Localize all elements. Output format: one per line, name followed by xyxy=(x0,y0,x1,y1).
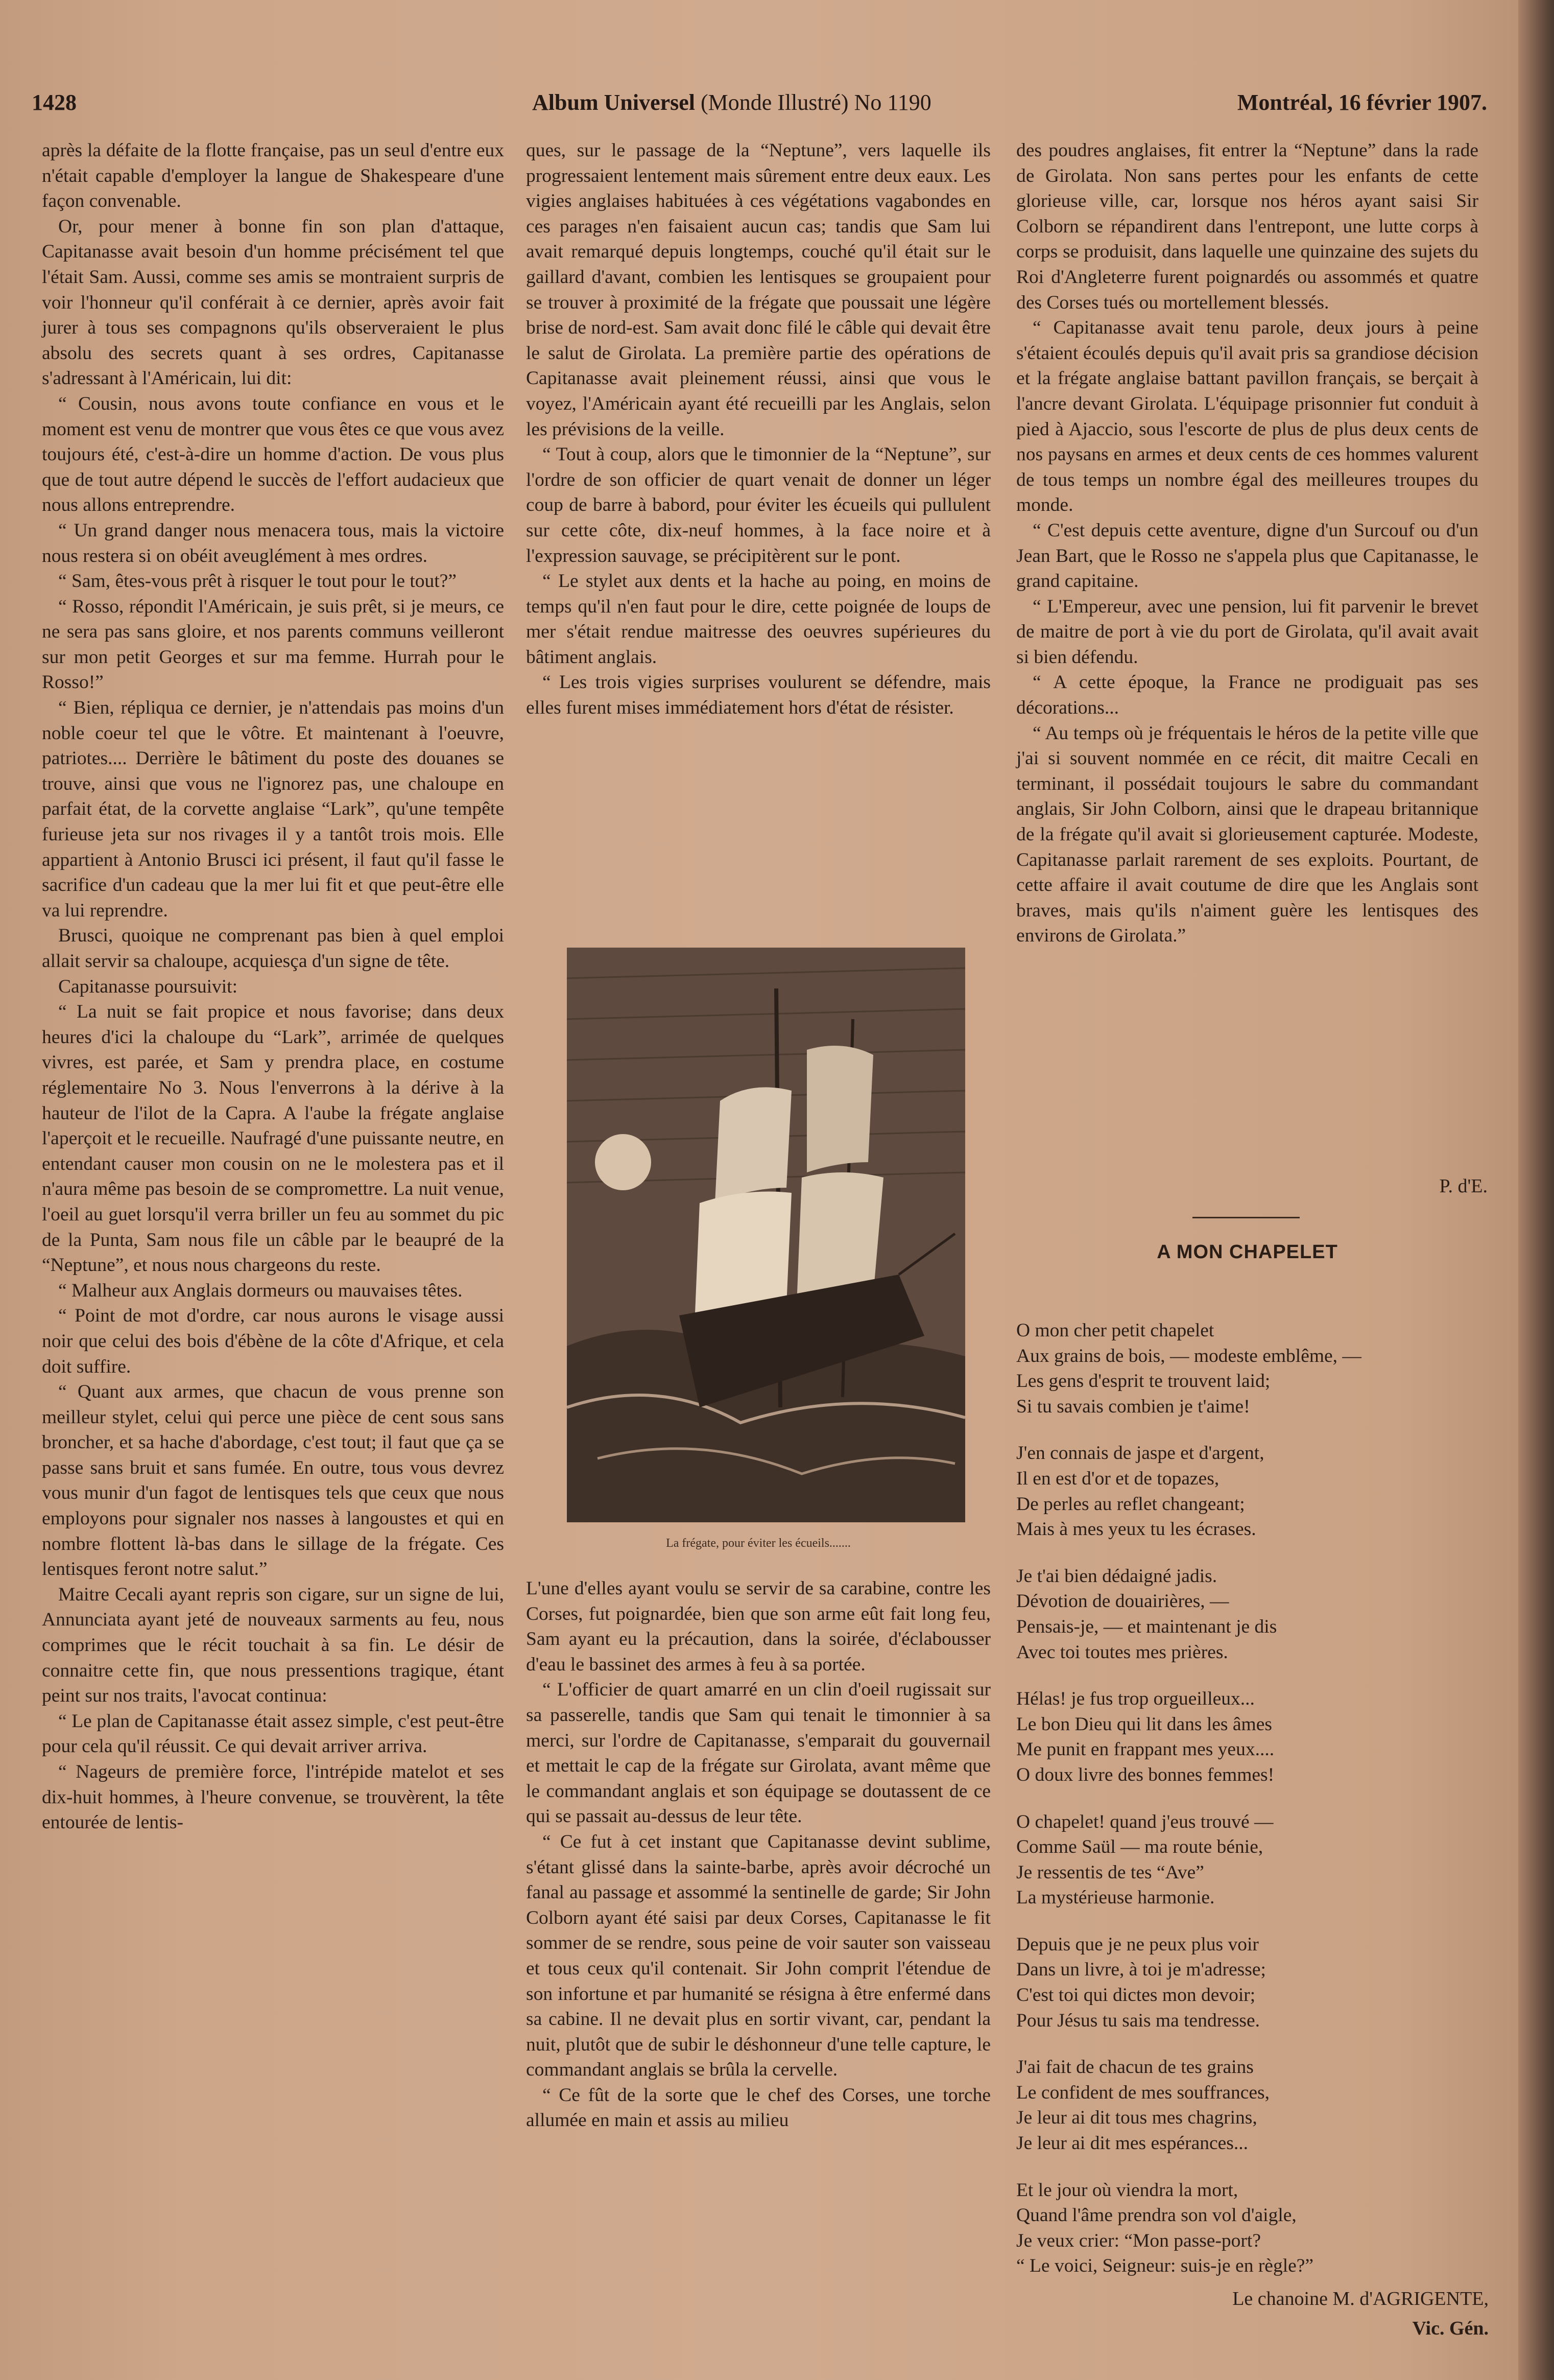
poem-line: De perles au reflet changeant; xyxy=(1016,1493,1245,1515)
article-column-3 xyxy=(1016,138,1478,949)
article-column-1 xyxy=(42,138,504,1835)
poem-line: Avec toi toutes mes prières. xyxy=(1016,1641,1228,1663)
ship-engraving-illustration xyxy=(567,948,965,1522)
sail-fore-upper xyxy=(807,1046,873,1172)
article-column-2-continued xyxy=(526,1576,991,2133)
poem-author: Le chanoine M. d'AGRIGENTE, xyxy=(1232,2288,1489,2310)
paragraph: “ Au temps où je fréquentais le héros de la petite ville que j'ai si souvent nommée en ce récit, dit maitre Cecali en terminant, il possédait toujours le sabre du commandant anglais, Sir John Colborn, ainsi que le drapeau britannique de la frégate qu'il avait si glorieusement capturée. Modeste, Capitanasse parlait rarement de ses exploits. Pourtant, de cette affaire il avait coutume de dire que les Anglais sont braves, mais qu'ils n'aiment guère les lentisques des environs de Girolata.” xyxy=(1016,722,1478,947)
poem-line: C'est toi qui dictes mon devoir; xyxy=(1016,1985,1256,2006)
paragraph: Or, pour mener à bonne fin son plan d'attaque, Capitanasse avait besoin d'un homme précisément tel que l'était Sam. Aussi, comme ses amis se montraient surpris de voir l'honneur qu'il conférait à ce dernier, après avoir fait jurer à tous ses compagnons qu'ils observeraient le plus absolu des secrets quant à ses ordres, Capitanasse s'adressant à l'Américain, lui dit: xyxy=(42,216,504,389)
paragraph: “ Ce fût de la sorte que le chef des Corses, une torche allumée en main et assis au milieu xyxy=(526,2084,991,2131)
poem-stanza xyxy=(1016,1441,1478,1542)
issue-date: Montréal, 16 février 1907. xyxy=(1237,90,1487,115)
poem-line: Depuis que je ne peux plus voir xyxy=(1016,1934,1259,1955)
paragraph: “ Cousin, nous avons toute confiance en vous et le moment est venu de montrer que vous êtes ce que vous avez toujours été, c'est-à-dire un homme d'action. De vous plus que de tout autre dépend le succès de l'effort audacieux que nous allons entreprendre. xyxy=(42,393,504,516)
page-number: 1428 xyxy=(32,90,77,115)
poem-line: Pour Jésus tu sais ma tendresse. xyxy=(1016,2010,1260,2031)
poem-line: O doux livre des bonnes femmes! xyxy=(1016,1764,1275,1785)
article-signature: P. d'E. xyxy=(1439,1175,1488,1197)
paragraph: “ Un grand danger nous menacera tous, mais la victoire nous restera si on obéit aveuglément à mes ordres. xyxy=(42,520,504,567)
poem-line: Mais à mes yeux tu les écrases. xyxy=(1016,1519,1256,1540)
paragraph: Brusci, quoique ne comprenant pas bien à quel emploi allait servir sa chaloupe, acquiesça d'un signe de tête. xyxy=(42,925,504,972)
poem-line: Quand l'âme prendra son vol d'aigle, xyxy=(1016,2205,1297,2226)
paragraph: après la défaite de la flotte française, pas un seul d'entre eux n'était capable d'employer la langue de Shakespeare d'une façon convenable. xyxy=(42,140,504,212)
paragraph: “ Malheur aux Anglais dormeurs ou mauvaises têtes. xyxy=(58,1280,463,1301)
poem-line: Aux grains de bois, — modeste emblême, — xyxy=(1016,1345,1361,1366)
poem-line: Hélas! je fus trop orgueilleux... xyxy=(1016,1688,1255,1710)
page-header xyxy=(32,89,1487,125)
publication-title xyxy=(532,89,931,115)
paragraph: “ Bien, répliqua ce dernier, je n'attendais pas moins d'un noble coeur tel que le vôtre. Et maintenant à l'oeuvre, patriotes.... Derrière le bâtiment du poste des douanes se trouve, ainsi que vous ne l'ignorez pas, une chaloupe en parfait état, de la corvette anglaise “Lark”, qu'une tempête furieuse jeta sur nos rivages il y a tantôt trois mois. Elle appartient à Antonio Brusci ici présent, il faut qu'il fasse le sacrifice d'un cadeau que la mer lui fit et que peut-être elle va lui reprendre. xyxy=(42,697,504,921)
poem-line: Comme Saül — ma route bénie, xyxy=(1016,1836,1263,1858)
paragraph: “ Le stylet aux dents et la hache au poing, en moins de temps qu'il n'en faut pour le dire, cette poignée de loups de mer s'était rendue maitresse des oeuvres supérieures du bâtiment anglais. xyxy=(526,571,991,668)
paragraph: “ La nuit se fait propice et nous favorise; dans deux heures d'ici la chaloupe du “Lark”, arrimée de quelques vivres, est parée, et Sam y prendra place, en costume réglementaire No 3. Nous l'enverrons à la dérive à la hauteur de l'ilot de la Capra. A l'aube la frégate anglaise l'aperçoit et le recueille. Naufragé d'une puissante neutre, en entendant causer mon cousin on ne le molestera pas et il n'aura même pas besoin de se compromettre. La nuit venue, l'oeil au guet lorsqu'il verra briller un feu au sommet du pic de la Punta, Sam nous file un câble par le beaupré de la “Neptune”, et nous nous chargeons du reste. xyxy=(42,1001,504,1276)
poem-line: Si tu savais combien je t'aime! xyxy=(1016,1396,1250,1417)
publication-name: Album Universel xyxy=(532,90,695,115)
paragraph: “ Les trois vigies surprises voulurent se défendre, mais elles furent mises immédiatement hors d'état de résister. xyxy=(526,672,991,719)
paragraph: “ Tout à coup, alors que le timonnier de la “Neptune”, sur l'ordre de son officier de quart venait de donner un léger coup de barre à babord, pour éviter les écueils qui pullulent sur cette côte, dix-neuf hommes, à la face noire et à l'expression sauvage, se précipitèrent sur le pont. xyxy=(526,444,991,567)
paragraph: Capitanasse poursuivit: xyxy=(58,976,237,997)
paragraph: “ Ce fut à cet instant que Capitanasse devint sublime, s'étant glissé dans la sainte-barbe, après avoir décroché un fanal au passage et assommé la sentinelle de garde; Sir John Colborn ayant été saisi par deux Corses, Capitanasse le fit sommer de se rendre, sous peine de voir sauter son vaisseau et tous ceux qu'il contenait. Sir John comprit l'étendue de son infortune et par humanité se résigna à être enfermé dans sa cabine. Il ne devait plus en sortir vivant, car, pendant la nuit, plutôt que de subir le déshonneur d'une telle capture, le commandant anglais se brûla la cervelle. xyxy=(526,1831,991,2081)
poem-line: Je ressentis de tes “Ave” xyxy=(1016,1861,1204,1883)
poem-line: J'ai fait de chacun de tes grains xyxy=(1016,2057,1254,2078)
section-divider xyxy=(1192,1217,1300,1218)
paragraph: “ Sam, êtes-vous prêt à risquer le tout pour le tout?” xyxy=(58,571,457,592)
poem-stanza xyxy=(1016,2178,1478,2279)
poem-line: J'en connais de jaspe et d'argent, xyxy=(1016,1443,1264,1464)
paragraph: “ Point de mot d'ordre, car nous aurons le visage aussi noir que celui des bois d'ébène de la côte d'Afrique, et cela doit suffire. xyxy=(42,1305,504,1377)
poem-stanza xyxy=(1016,1564,1478,1665)
poem-line: Je veux crier: “Mon passe-port? xyxy=(1016,2230,1261,2251)
moon xyxy=(595,1134,651,1190)
poem-body xyxy=(1016,1318,1478,2300)
poem-line: Je leur ai dit mes espérances... xyxy=(1016,2133,1248,2154)
paragraph: “ L'officier de quart amarré en un clin d'oeil rugissait sur sa passerelle, tandis que Sam qui tenait le timonnier à sa merci, sur l'ordre de Capitanasse, s'emparait du gouvernail et mettait le cap de la frégate sur Girolata, avant même que le commandant anglais et son équipage se doutassent de ce qui se passait au-dessus de leur tête. xyxy=(526,1679,991,1827)
poem-line: O chapelet! quand j'eus trouvé — xyxy=(1016,1811,1274,1832)
paragraph: “ Nageurs de première force, l'intrépide matelot et ses dix-huit hommes, à l'heure convenue, se trouvèrent, la tête entourée de lentis- xyxy=(42,1761,504,1833)
poem-stanza xyxy=(1016,1932,1478,2033)
publication-issue: (Monde Illustré) No 1190 xyxy=(695,90,931,115)
poem-stanza xyxy=(1016,1318,1478,1419)
paragraph: des poudres anglaises, fit entrer la “Neptune” dans la rade de Girolata. Non sans pertes pour les enfants de cette glorieuse ville, car, lorsque nos héros ayant saisi Sir Colborn se répandirent dans l'entrepont, une lutte corps à corps se produisit, dans laquelle une quinzaine des sujets du Roi d'Angleterre furent poignardés ou assommés et quatre des Corses tués ou mortellement blessés. xyxy=(1016,140,1478,313)
poem-line: Dans un livre, à toi je m'adresse; xyxy=(1016,1959,1266,1981)
poem-line: O mon cher petit chapelet xyxy=(1016,1320,1214,1341)
poem-line: Il en est d'or et de topazes, xyxy=(1016,1468,1220,1489)
poem-line: Je t'ai bien dédaigné jadis. xyxy=(1016,1565,1217,1587)
paragraph: “ Rosso, répondit l'Américain, je suis prêt, si je meurs, ce ne sera pas sans gloire, et nos parents communs veilleront sur mon petit Georges et sur ma femme. Hurrah pour le Rosso!” xyxy=(42,596,504,693)
paragraph: “ Le plan de Capitanasse était assez simple, c'est peut-être pour cela qu'il réussit. Ce qui devait arriver arriva. xyxy=(42,1710,504,1757)
book-binding-edge xyxy=(1518,0,1554,2380)
poem-line: Le confident de mes souffrances, xyxy=(1016,2082,1270,2103)
poem-line: Pensais-je, — et maintenant je dis xyxy=(1016,1616,1277,1637)
article-column-2 xyxy=(526,138,991,721)
poem-line: Dévotion de douairières, — xyxy=(1016,1591,1229,1612)
sail-upper xyxy=(715,1087,792,1203)
poem-line: Les gens d'esprit te trouvent laid; xyxy=(1016,1371,1271,1392)
poem-stanza xyxy=(1016,1686,1478,1787)
poem-line: Le bon Dieu qui lit dans les âmes xyxy=(1016,1713,1272,1735)
paragraph: L'une d'elles ayant voulu se servir de sa carabine, contre les Corses, fut poignardée, bien que son arme eût fait long feu, Sam ayant eu la précaution, dans la soirée, d'éclabousser d'eau le bassinet des armes à feu à sa portée. xyxy=(526,1578,991,1675)
poem-author-title: Vic. Gén. xyxy=(1412,2318,1489,2339)
poem-line: Et le jour où viendra la mort, xyxy=(1016,2179,1238,2201)
poem-line: La mystérieuse harmonie. xyxy=(1016,1887,1215,1908)
poem-title: A MON CHAPELET xyxy=(1157,1241,1338,1263)
illustration-caption: La frégate, pour éviter les écueils....... xyxy=(666,1537,851,1550)
paragraph: “ L'Empereur, avec une pension, lui fit parvenir le brevet de maitre de port à vie du port de Girolata, qu'il avait avait si bien défendu. xyxy=(1016,596,1478,668)
paragraph: “ A cette époque, la France ne prodiguait pas ses décorations... xyxy=(1016,672,1478,719)
poem-line: Me punit en frappant mes yeux.... xyxy=(1016,1739,1275,1760)
paragraph: “ Capitanasse avait tenu parole, deux jours à peine s'étaient écoulés depuis qu'il avait pris sa grandiose décision et la frégate anglaise battant pavillon français, se berçait à l'ancre devant Girolata. L'équipage prisonnier fut conduit à pied à Ajaccio, sous l'escorte de plus de plus deux cents de nos paysans en armes et deux cents de ces hommes valurent de tous temps un nombre égal des meilleures troupes du monde. xyxy=(1016,317,1478,516)
poem-stanza xyxy=(1016,1809,1478,1911)
paragraph: “ Quant aux armes, que chacun de vous prenne son meilleur stylet, celui qui perce une pièce de cent sous sans broncher, et sa hache d'abordage, c'est tout; il faut que ça se passe sans bruit et sans fumée. En outre, tous vous devrez vous munir d'un fagot de lentisques tels que ceux que nous employons pour signaler nos nasses à langoustes et qui en nombre flottent là-bas dans le sillage de la frégate. Ces lentisques feront notre salut.” xyxy=(42,1381,504,1580)
paragraph: ques, sur le passage de la “Neptune”, vers laquelle ils progressaient lentement mais sûrement entre deux eaux. Les vigies anglaises habituées à ces végétations vagabondes en ces parages n'en faisaient aucun cas; tandis que Sam lui avait remarqué depuis longtemps, couché qu'il était sur le gaillard d'avant, combien les lentisques se groupaient pour se trouver à proximité de la frégate que poussait une légère brise de nord-est. Sam avait donc filé le câble qui devait être le salut de Girolata. La première partie des opérations de Capitanasse avait pleinement réussi, ainsi que vous le voyez, l'Américain ayant été recueilli par les Anglais, selon les prévisions de la veille. xyxy=(526,140,991,440)
poem-stanza xyxy=(1016,2055,1478,2156)
poem-line: Je leur ai dit tous mes chagrins, xyxy=(1016,2107,1257,2129)
paragraph: “ C'est depuis cette aventure, digne d'un Surcouf ou d'un Jean Bart, que le Rosso ne s'appela plus que Capitanasse, le grand capitaine. xyxy=(1016,520,1478,592)
poem-line: “ Le voici, Seigneur: suis-je en règle?” xyxy=(1016,2255,1314,2277)
paragraph: Maitre Cecali ayant repris son cigare, sur un signe de lui, Annunciata ayant jeté de nouveaux sarments au feu, nous comprimes que le récit touchait à sa fin. Le désir de connaitre cette fin, que nous pressentions tragique, étant peint sur nos traits, l'avocat continua: xyxy=(42,1584,504,1707)
